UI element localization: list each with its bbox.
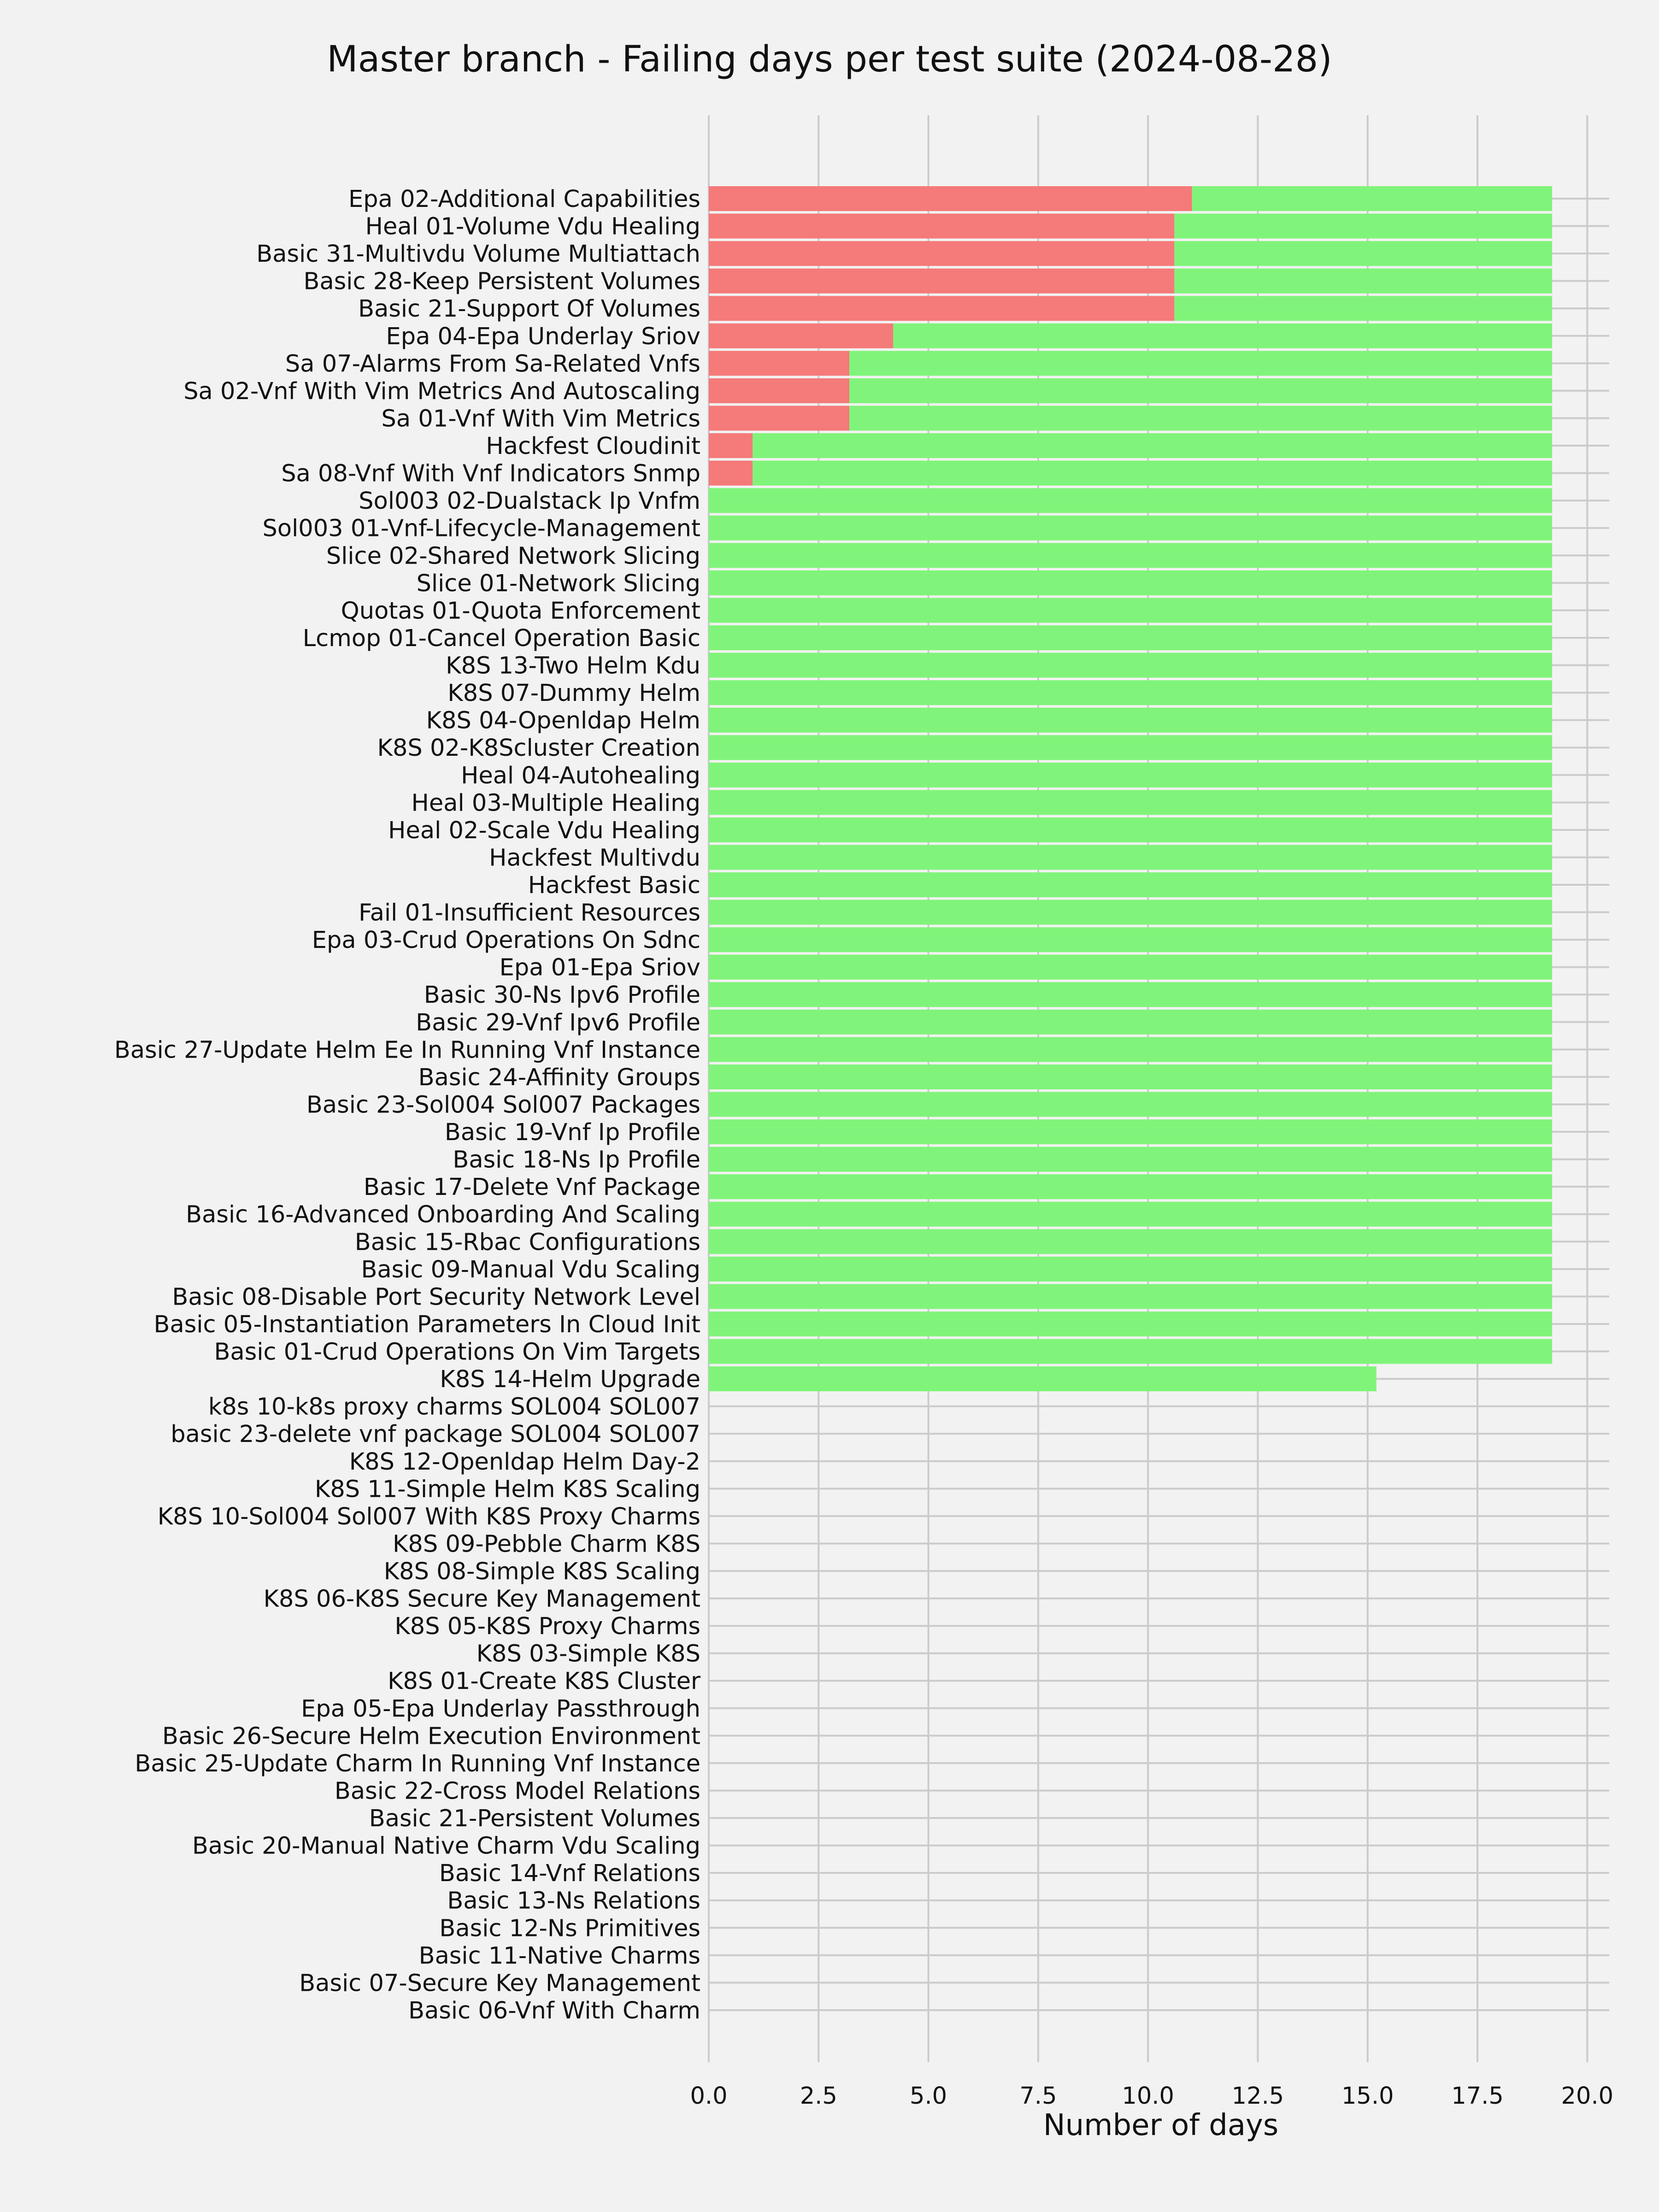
bar-passing-days [709,598,1552,623]
category-label: Heal 02-Scale Vdu Healing [388,817,700,844]
category-label: Basic 26-Secure Helm Execution Environment [162,1723,700,1750]
category-label: K8S 06-K8S Secure Key Management [263,1585,700,1613]
bar-passing-days [709,1257,1552,1282]
bar-passing-days [709,543,1552,568]
bar-passing-days [1174,296,1552,321]
category-label: Basic 22-Cross Model Relations [334,1777,700,1805]
category-label: Basic 23-Sol004 Sol007 Packages [306,1091,700,1119]
bar-failing-days [709,378,849,403]
category-label: Epa 01-Epa Sriov [499,954,700,982]
bar-passing-days [709,955,1552,980]
category-label: Fail 01-Insufficient Resources [359,899,700,927]
x-tick-label: 10.0 [1122,2083,1174,2110]
bar-passing-days [709,1312,1552,1336]
category-label: Epa 05-Epa Underlay Passthrough [301,1695,700,1723]
category-label: K8S 13-Two Helm Kdu [446,652,700,680]
category-label: K8S 08-Simple K8S Scaling [383,1558,700,1585]
bar-passing-days [709,1119,1552,1144]
category-label: Heal 03-Multiple Healing [411,789,700,817]
x-tick-label: 5.0 [910,2083,947,2110]
bar-failing-days [709,186,1192,211]
bar-passing-days [709,1229,1552,1254]
category-label: Lcmop 01-Cancel Operation Basic [302,624,700,652]
bar-passing-days [849,406,1552,430]
category-label: K8S 02-K8Scluster Creation [377,735,700,762]
bar-passing-days [709,900,1552,925]
category-label: basic 23-delete vnf package SOL004 SOL007 [171,1421,700,1448]
x-tick-label: 20.0 [1561,2083,1614,2110]
category-label: Sa 07-Alarms From Sa-Related Vnfs [285,350,700,378]
x-axis-label: Number of days [1043,2108,1279,2142]
category-label: Basic 13-Ns Relations [447,1887,700,1915]
category-label: Basic 11-Native Charms [418,1942,700,1970]
category-label: Basic 25-Update Charm In Running Vnf Instance [135,1750,700,1777]
bar-passing-days [1174,269,1552,294]
category-label: Basic 19-Vnf Ip Profile [444,1119,700,1147]
bar-passing-days [709,982,1552,1007]
category-label: Sol003 02-Dualstack Ip Vnfm [359,488,700,515]
bars-layer [709,186,1552,1391]
x-tick-label: 2.5 [800,2083,837,2110]
category-label: Sol003 01-Vnf-Lifecycle-Management [262,515,700,542]
category-label: Basic 15-Rbac Configurations [354,1229,700,1256]
category-label: Basic 20-Manual Native Charm Vdu Scaling [192,1832,700,1860]
bar-failing-days [709,241,1174,266]
category-label: K8S 09-Pebble Charm K8S [392,1530,700,1558]
category-label: Basic 09-Manual Vdu Scaling [361,1256,700,1283]
category-label: Basic 14-Vnf Relations [439,1860,700,1888]
bar-passing-days [709,872,1552,897]
bar-passing-days [709,708,1552,733]
bar-failing-days [709,351,849,376]
bar-passing-days [709,516,1552,541]
category-label: Epa 02-Additional Capabilities [348,186,700,213]
category-label: Slice 02-Shared Network Slicing [326,542,700,570]
bar-failing-days [709,461,753,486]
bar-passing-days [709,1065,1552,1089]
bar-passing-days [709,845,1552,870]
category-label: K8S 03-Simple K8S [476,1640,700,1668]
bar-failing-days [709,296,1174,321]
category-label: Sa 02-Vnf With Vim Metrics And Autoscaling [183,377,700,405]
category-label: Basic 29-Vnf Ipv6 Profile [416,1009,700,1036]
bar-passing-days [709,1147,1552,1172]
x-tick-label: 12.5 [1231,2083,1284,2110]
bar-failing-days [709,214,1174,239]
bar-failing-days [709,433,753,458]
category-label: Basic 01-Crud Operations On Vim Targets [214,1338,700,1366]
category-label: K8S 12-Openldap Helm Day-2 [349,1448,700,1476]
bar-passing-days [893,324,1552,348]
category-label: Basic 05-Instantiation Parameters In Cloud Init [153,1311,700,1338]
bar-passing-days [709,763,1552,788]
category-label: Sa 01-Vnf With Vim Metrics [381,405,700,433]
category-label: Basic 18-Ns Ip Profile [453,1146,700,1174]
x-tick-label: 0.0 [690,2083,728,2110]
category-label: Basic 24-Affinity Groups [418,1064,700,1091]
category-label: Basic 12-Ns Primitives [439,1915,700,1942]
category-label: Hackfest Multivdu [489,844,700,872]
bar-passing-days [709,1284,1552,1309]
category-label: Heal 04-Autohealing [461,762,700,789]
bar-passing-days [709,653,1552,678]
category-label: Sa 08-Vnf With Vnf Indicators Snmp [281,460,700,488]
bar-failing-days [709,324,893,348]
bar-passing-days [1174,214,1552,239]
category-label: Quotas 01-Quota Enforcement [341,597,700,625]
bar-passing-days [709,1174,1552,1199]
category-label: Slice 01-Network Slicing [416,570,700,597]
category-label: Basic 31-Multivdu Volume Multiattach [256,241,700,268]
category-label: K8S 07-Dummy Helm [447,680,700,707]
bar-passing-days [753,433,1552,458]
bar-passing-days [849,378,1552,403]
bar-passing-days [709,625,1552,650]
bar-passing-days [709,735,1552,760]
category-label: K8S 04-Openldap Helm [426,707,700,735]
category-label: K8S 10-Sol004 Sol007 With K8S Proxy Charms [157,1503,700,1530]
bar-failing-days [709,269,1174,294]
category-label: Heal 01-Volume Vdu Healing [365,213,700,241]
x-tick-labels [690,2083,1613,2110]
bar-passing-days [709,571,1552,595]
bar-passing-days [753,461,1552,486]
bar-passing-days [709,790,1552,815]
category-label: K8S 05-K8S Proxy Charms [394,1613,700,1641]
category-label: Basic 27-Update Helm Ee In Running Vnf Instance [114,1036,700,1064]
bar-passing-days [709,1037,1552,1062]
category-label: K8S 01-Create K8S Cluster [388,1668,700,1695]
bar-passing-days [709,1010,1552,1035]
category-label: Epa 04-Epa Underlay Sriov [386,323,700,350]
category-label: Basic 21-Support Of Volumes [358,295,700,323]
bar-passing-days [709,1339,1552,1364]
bar-passing-days [709,1202,1552,1227]
bar-passing-days [709,1366,1377,1391]
bar-failing-days [709,406,849,430]
category-label: Hackfest Cloudinit [486,433,700,460]
category-label: Basic 06-Vnf With Charm [408,1997,700,2024]
category-label: Hackfest Basic [528,872,700,899]
x-tick-label: 15.0 [1341,2083,1394,2110]
category-label: Basic 30-Ns Ipv6 Profile [424,982,700,1009]
bar-passing-days [709,927,1552,952]
bar-passing-days [709,488,1552,513]
x-tick-label: 17.5 [1451,2083,1504,2110]
category-label: Basic 07-Secure Key Management [299,1970,700,1997]
bar-passing-days [1174,241,1552,266]
bar-passing-days [709,1092,1552,1117]
category-label: K8S 11-Simple Helm K8S Scaling [314,1476,700,1503]
category-labels [114,186,700,2024]
category-label: Basic 17-Delete Vnf Package [363,1174,700,1201]
bar-passing-days [849,351,1552,376]
category-label: K8S 14-Helm Upgrade [440,1366,700,1394]
category-label: Basic 16-Advanced Onboarding And Scaling [186,1201,700,1229]
bar-passing-days [709,818,1552,842]
x-tick-label: 7.5 [1019,2083,1057,2110]
category-label: Epa 03-Crud Operations On Sdnc [312,927,700,954]
category-label: Basic 28-Keep Persistent Volumes [303,268,700,295]
bar-passing-days [709,680,1552,705]
chart-title: Master branch - Failing days per test suite (2024-08-28) [327,39,1332,80]
bar-passing-days [1192,186,1552,211]
category-label: Basic 08-Disable Port Security Network Level [172,1283,700,1311]
category-label: k8s 10-k8s proxy charms SOL004 SOL007 [208,1393,700,1421]
category-label: Basic 21-Persistent Volumes [369,1805,700,1833]
